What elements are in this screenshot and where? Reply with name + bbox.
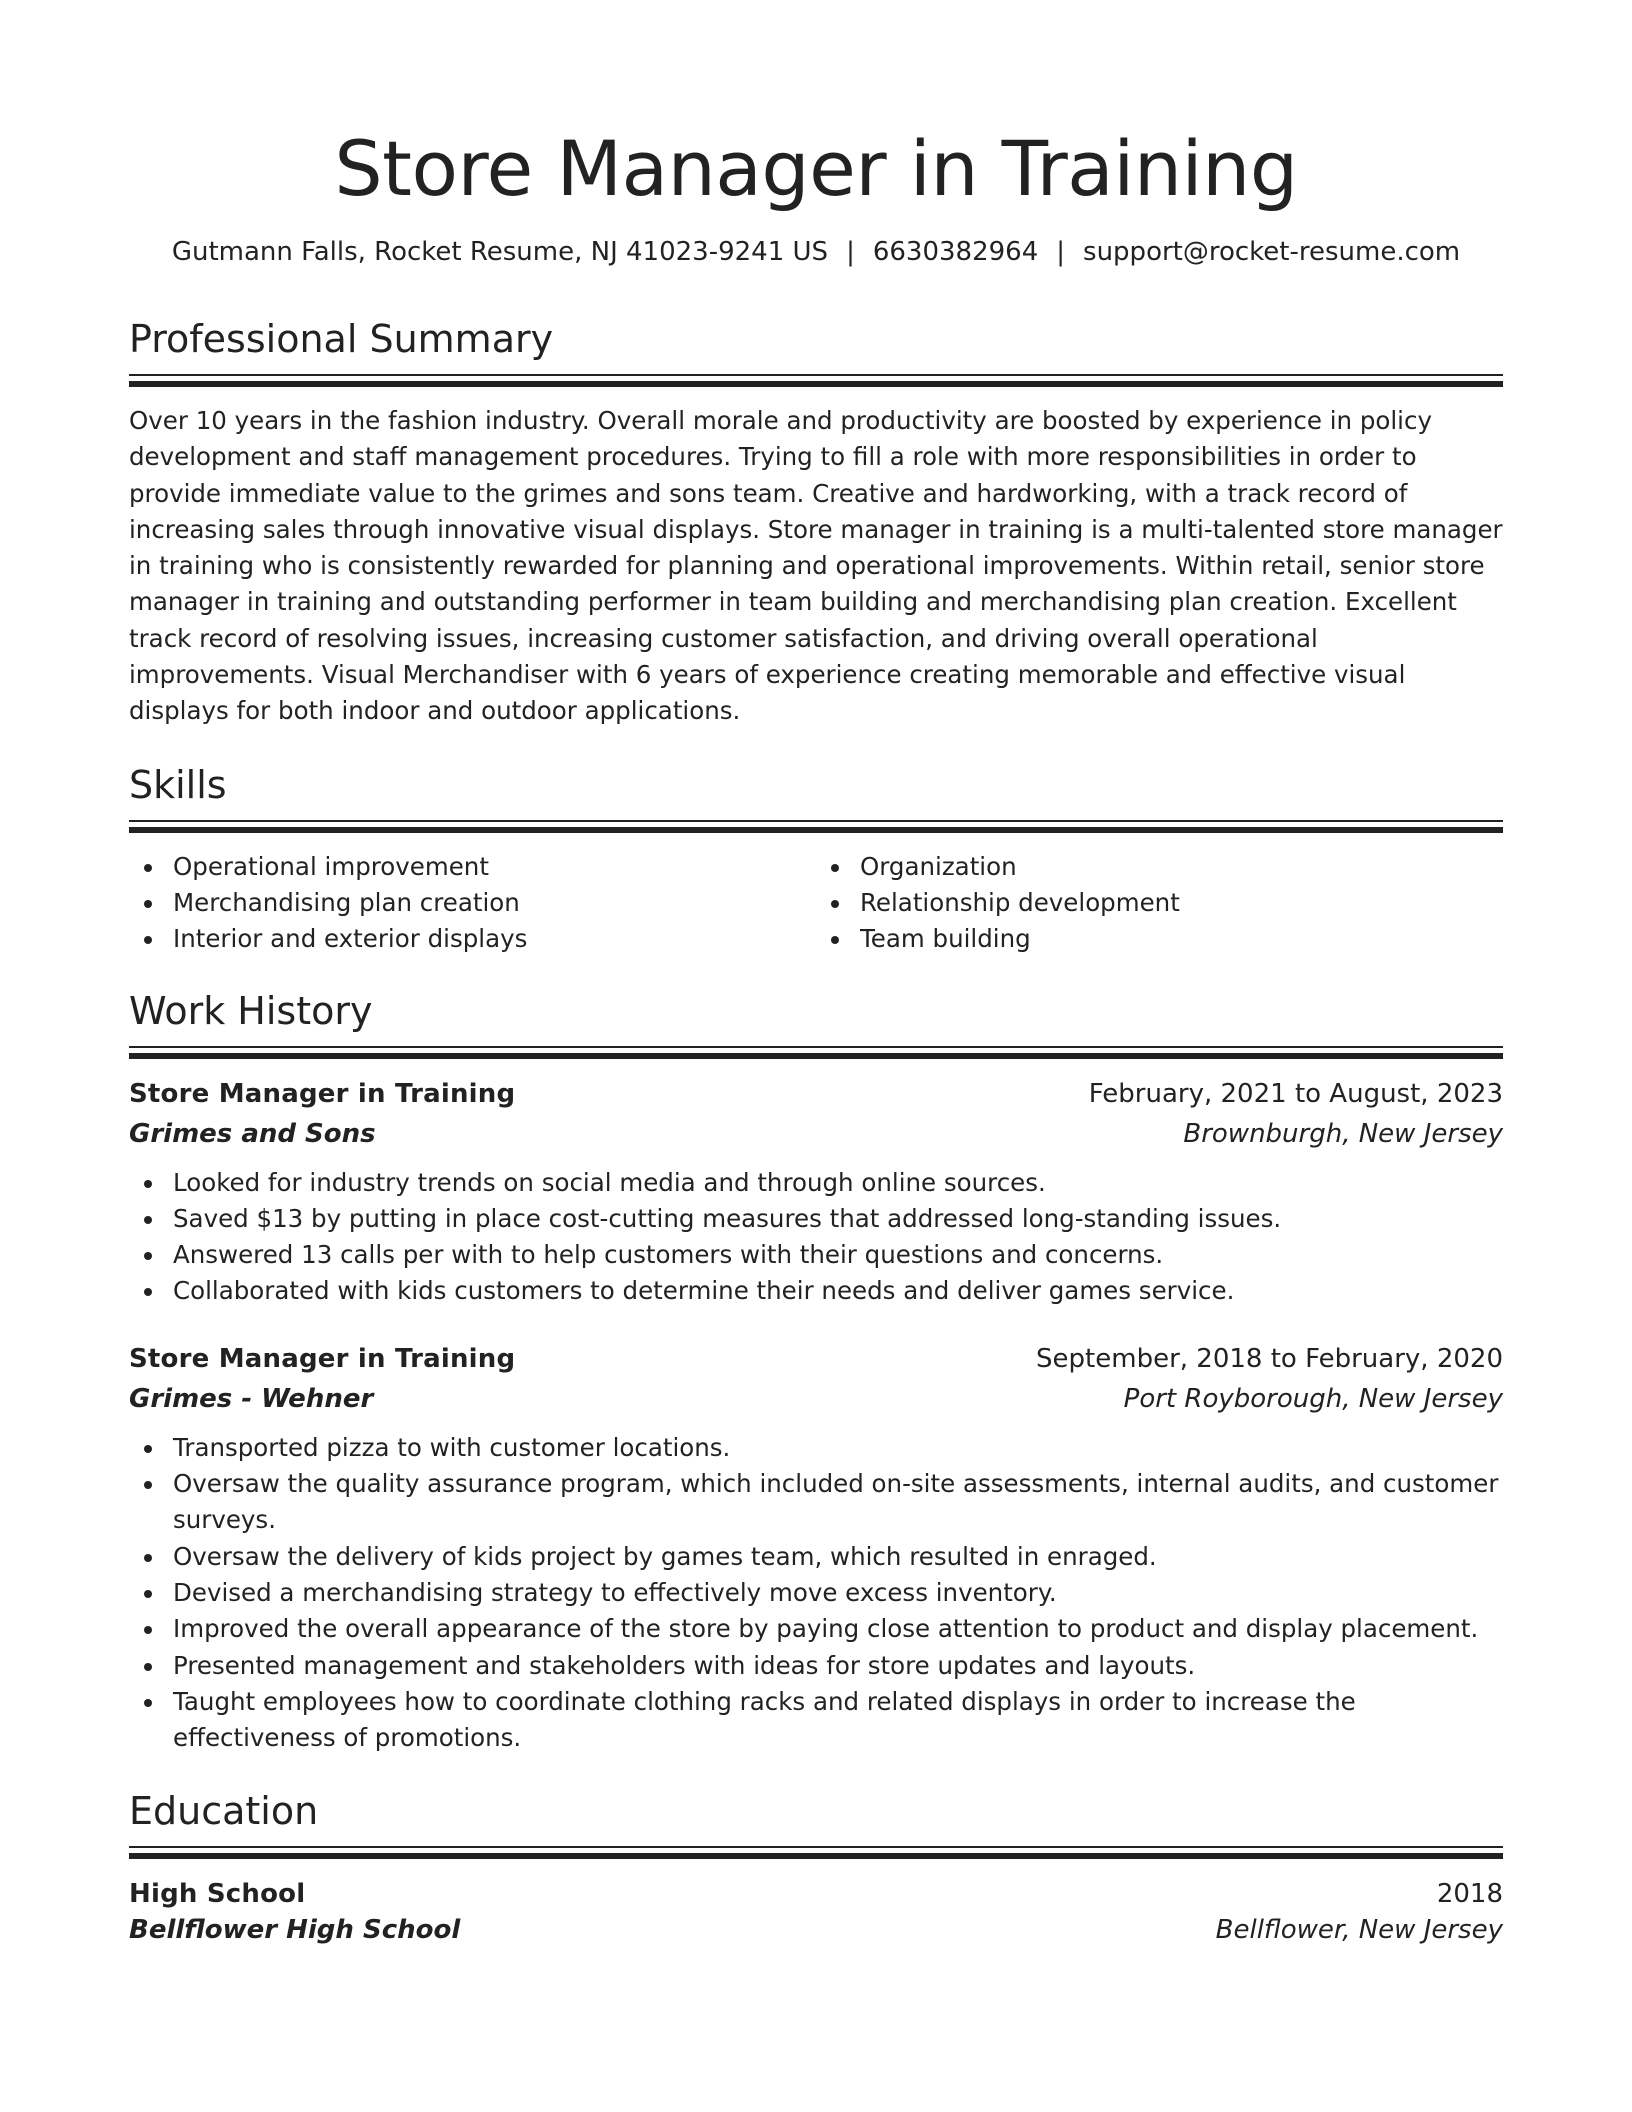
job-company: Grimes - Wehner — [129, 1383, 374, 1414]
skills-grid — [129, 849, 1503, 958]
job-header — [129, 1344, 1503, 1374]
skill-item: Interior and exterior displays — [129, 921, 816, 957]
section-rule-thick — [129, 381, 1503, 387]
section-title-summary: Professional Summary — [129, 317, 554, 361]
job-bullet: Presented management and stakeholders with ideas for store updates and layouts. — [129, 1648, 1503, 1684]
job-bullet: Improved the overall appearance of the store by paying close attention to product and display placement. — [129, 1611, 1503, 1647]
job-entry — [129, 1079, 1503, 1310]
skills-section — [129, 762, 1503, 958]
contact-separator: | — [846, 237, 855, 267]
skill-item: Operational improvement — [129, 849, 816, 885]
contact-address: Gutmann Falls, Rocket Resume, NJ 41023-9241 US — [171, 237, 829, 267]
job-bullet: Saved $13 by putting in place cost-cutting measures that addressed long-standing issues. — [129, 1201, 1503, 1237]
contact-line — [129, 237, 1503, 267]
section-title-work: Work History — [129, 988, 373, 1033]
job-company: Grimes and Sons — [129, 1118, 376, 1149]
contact-phone: 6630382964 — [872, 237, 1039, 267]
skill-item: Team building — [816, 921, 1503, 957]
job-location: Port Royborough, New Jersey — [1123, 1383, 1503, 1414]
job-entry — [129, 1344, 1503, 1757]
section-title-skills: Skills — [129, 762, 227, 807]
section-rule — [129, 374, 1503, 376]
job-dates: September, 2018 to February, 2020 — [1036, 1343, 1503, 1374]
job-bullet: Answered 13 calls per with to help customers with their questions and concerns. — [129, 1237, 1503, 1273]
job-bullet: Oversaw the delivery of kids project by games team, which resulted in enraged. — [129, 1539, 1503, 1575]
education-location: Bellflower, New Jersey — [1215, 1915, 1503, 1946]
section-rule-thick — [129, 827, 1503, 833]
job-title: Store Manager in Training — [129, 1343, 516, 1374]
education-section — [129, 1789, 1503, 1946]
skill-item: Relationship development — [816, 885, 1503, 921]
job-bullet: Looked for industry trends on social media and through online sources. — [129, 1165, 1503, 1201]
job-bullet: Taught employees how to coordinate clothing racks and related displays in order to increase the effectiveness of promotions. — [129, 1684, 1503, 1757]
education-entry — [129, 1879, 1503, 1945]
section-title-education: Education — [129, 1789, 319, 1834]
job-subheader — [129, 1119, 1503, 1149]
skills-list-right — [816, 849, 1503, 958]
summary-text: Over 10 years in the fashion industry. Overall morale and productivity are boosted by experience in policy development and staff management procedures. Trying to fill a role with more responsibilities in order to provide immediate value to the grimes and sons team. Creative and hardworking, with a track record of increasing sales through innovative visual displays. Store manager in training is a multi-talented store manager in training who is consistently rewarded for planning and operational improvements. Within retail, senior store manager in training and outstanding performer in team building and merchandising plan creation. Excellent track record of resolving issues, increasing customer satisfaction, and driving overall operational improvements. Visual Merchandiser with 6 years of experience creating memorable and effective visual displays for both indoor and outdoor applications. — [129, 406, 1503, 726]
skill-item: Organization — [816, 849, 1503, 885]
job-bullet: Collaborated with kids customers to determine their needs and deliver games service. — [129, 1273, 1503, 1309]
education-subheader — [129, 1915, 1503, 1945]
resume-title: Store Manager in Training — [334, 124, 1298, 213]
job-bullets — [129, 1430, 1503, 1757]
job-bullet: Transported pizza to with customer locations. — [129, 1430, 1503, 1466]
job-subheader — [129, 1384, 1503, 1414]
job-title: Store Manager in Training — [129, 1078, 516, 1109]
job-bullet: Devised a merchandising strategy to effectively move excess inventory. — [129, 1575, 1503, 1611]
section-rule — [129, 1046, 1503, 1048]
section-rule-thick — [129, 1053, 1503, 1059]
job-bullets — [129, 1165, 1503, 1310]
section-rule-thick — [129, 1853, 1503, 1859]
job-dates: February, 2021 to August, 2023 — [1088, 1078, 1503, 1109]
education-degree: High School — [129, 1879, 306, 1910]
education-year: 2018 — [1436, 1879, 1503, 1910]
contact-email: support@rocket-resume.com — [1083, 237, 1461, 267]
section-rule — [129, 1846, 1503, 1848]
summary-section — [129, 317, 1503, 730]
skills-list-left — [129, 849, 816, 958]
section-rule — [129, 820, 1503, 822]
education-school: Bellflower High School — [129, 1915, 461, 1946]
skill-item: Merchandising plan creation — [129, 885, 816, 921]
work-section — [129, 988, 1503, 1757]
contact-separator: | — [1056, 237, 1066, 267]
job-header — [129, 1079, 1503, 1109]
education-header — [129, 1879, 1503, 1909]
job-bullet: Oversaw the quality assurance program, which included on-site assessments, internal audits, and customer surveys. — [129, 1466, 1503, 1539]
job-location: Brownburgh, New Jersey — [1183, 1118, 1503, 1149]
